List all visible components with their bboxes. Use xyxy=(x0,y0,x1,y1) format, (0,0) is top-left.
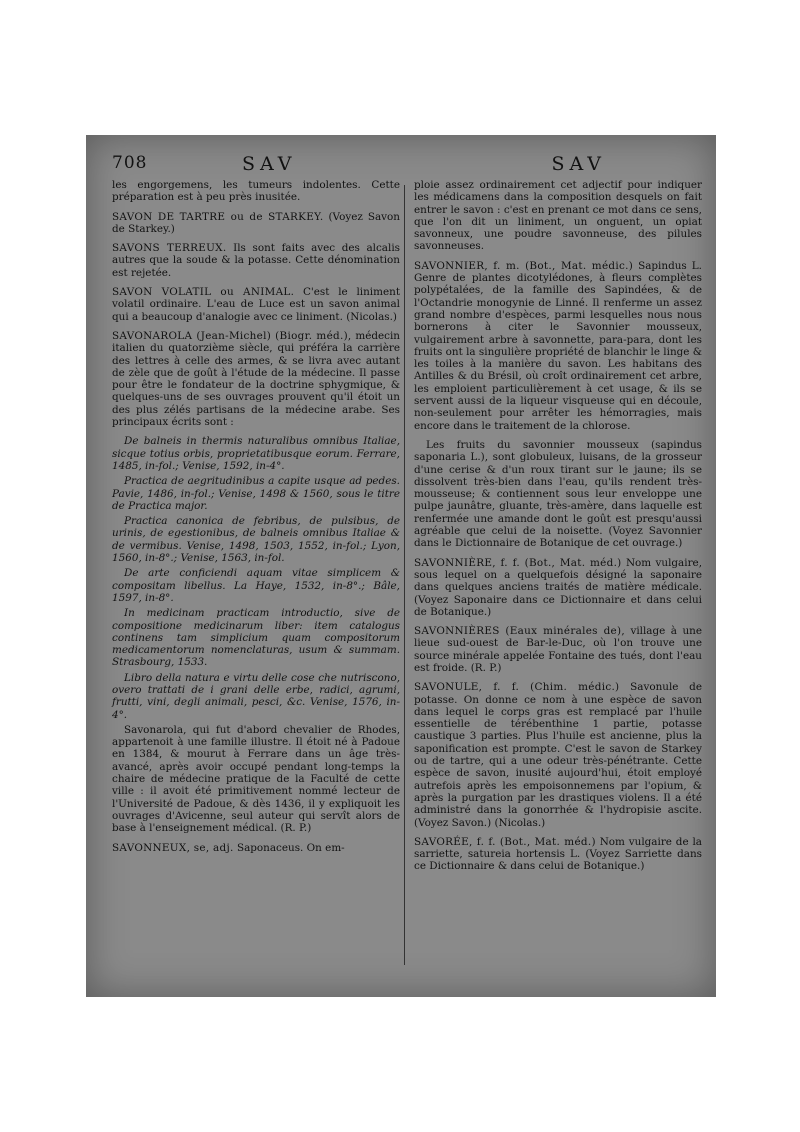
body-paragraph: Les fruits du savonnier mousseux (sapindus saponaria L.), sont globuleux, luisans, de la grosseur d'une cerise & d'un roux tirant sur le jaune; ils se dissolvent très-bien dans l'eau, qu'ils rendent très-mousseuse; & contiennent sous leur enveloppe une pulpe jaunâtre, gluante, très-amère, dans laquelle est renfermée une amande dont le goût est presqu'aussi agréable que celui de la noisette. (Voyez Savonnier dans le Dictionnaire de Botanique de cet ouvrage.) xyxy=(414,438,702,550)
dictionary-entry xyxy=(414,681,702,829)
entry-text: Nom vulgaire, sous lequel on a quelquefois désigné la saponaire dans quelques anciens traités de matière médicale. (Voyez Saponaire dans ce Dictionnaire et dans celui de Botanique.) xyxy=(414,556,702,618)
body-paragraph: les engorgemens, les tumeurs indolentes. Cette préparation est à peu près inusitée. xyxy=(112,179,400,204)
dictionary-entry xyxy=(112,242,400,279)
entry-text: C'est le liniment volatil ordinaire. L'eau de Luce est un savon animal qui a beaucoup d'analogie avec ce liniment. (Nicolas.) xyxy=(112,286,400,323)
bibliography-item: De arte conficiendi aquam vitae simplicem & compositam libellus. La Haye, 1532, in-8°.; Bâle, 1597, in-8°. xyxy=(112,567,400,604)
entry-headword: SAVONNIER, f. m. (Bot., Mat. médic.) xyxy=(414,259,634,272)
entry-text: Nom vulgaire de la sarriette, satureia hortensis L. (Voyez Sarriette dans ce Dictionnaire & dans celui de Botanique.) xyxy=(414,835,702,873)
bibliography-item: De balneis in thermis naturalibus omnibus Italiae, sicque totius orbis, proprietatibusque eorum. Ferrare, 1485, in-fol.; Venise, 1592, in-4°. xyxy=(112,435,400,472)
bibliography-item: Practica de aegritudinibus a capite usque ad pedes. Pavie, 1486, in-fol.; Venise, 1498 & 1560, sous le titre de Practica major. xyxy=(112,475,400,512)
entry-headword: SAVON DE TARTRE ou de STARKEY. xyxy=(112,210,324,223)
right-column xyxy=(414,179,702,880)
left-column xyxy=(112,179,400,861)
entry-headword: SAVONNEUX, se, adj. xyxy=(112,841,234,854)
entry-headword: SAVONULE, f. f. (Chim. médic.) xyxy=(414,681,620,694)
entry-text: Sapindus L. Genre de plantes dicotylédones, à fleurs complètes polypétalées, de la famille des Sapindées, & de l'Octandrie monogynie de Linné. Il renferme un assez grand nombre d'espèces, parmi lesquelles nous nous bornerons à citer le Savonnier mousseux, vulgairement arbre à savonnette, para-para, dont les fruits ont la singulière propriété de blanchir le linge & les toiles à la manière du savon. Les habitans des Antilles & du Brésil, où croît ordinairement cet arbre, les emploient particulièrement à cet usage, & ils se servent aussi de la liqueur visqueuse qui en découle, non-seulement pour arrêter les hémorragies, mais encore dans le traitement de la chlorose. xyxy=(414,259,702,432)
body-paragraph: Savonarola, qui fut d'abord chevalier de Rhodes, appartenoit à une famille illustre. Il étoit né à Padoue en 1384, & mourut à Ferrare dans un âge très-avancé, après avoir occupé pendant long-temps la chaire de médecine pratique de la Faculté de cette ville : il avoit été primitivement nommé lecteur de l'Université de Padoue, & dès 1436, il y expliquoit les ouvrages d'Avicenne, seul auteur qui servît alors de base à l'enseignement médical. (R. P.) xyxy=(112,723,400,835)
entry-text: médecin italien du quatorzième siècle, qui préféra la carrière des lettres à celle des armes, & se livra avec autant de zèle que de goût à l'étude de la médecine. Il passe pour être le fondateur de la doctrine sphygmique, & quelques-uns de ses ouvrages prouvent qu'il étoit un des plus zélés partisans de la médecine arabe. Ses principaux écrits sont : xyxy=(112,329,400,429)
dictionary-entry xyxy=(414,557,702,618)
bibliography-item: Practica canonica de febribus, de pulsibus, de urinis, de egestionibus, de balneis omnibus Italiae & de vermibus. Venise, 1498, 1503, 1552, in-fol.; Lyon, 1560, in-8°.; Venise, 1563, in-fol. xyxy=(112,515,400,565)
dictionary-entry xyxy=(414,260,702,432)
column-divider xyxy=(404,185,405,965)
entry-headword: SAVONNIÈRES (Eaux minérales de), xyxy=(414,625,625,638)
dictionary-entry xyxy=(112,842,400,854)
entry-text: Saponaceus. On em- xyxy=(236,841,345,854)
dictionary-entry xyxy=(414,625,702,674)
entry-headword: SAVON VOLATIL ou ANIMAL. xyxy=(112,286,295,299)
entry-text: Savonule de potasse. On donne ce nom à une espèce de savon dans lequel le corps gras est remplacé par l'huile essentielle de térébenthine 1 partie, potasse caustique 3 parties. Plus l'huile est ancienne, plus la saponification est prompte. C'est le savon de Starkey ou de tartre, qui a une odeur très-pénétrante. Cette espèce de savon, inusité aujourd'hui, étoit employé autrefois après les empoisonnemens par l'opium, & après la purgation par les drastiques violens. Il a été administré dans la gonorrhée & l'hydropisie ascite. (Voyez Savon.) (Nicolas.) xyxy=(414,681,702,829)
entry-headword: SAVONNIÈRE, f. f. (Bot., Mat. méd.) xyxy=(414,556,622,569)
dictionary-entry xyxy=(112,330,400,428)
bibliography-item: In medicinam practicam introductio, sive de compositione medicinarum liber: item catalogus continens tam simplicium quam compositorum medicamentorum nomenclaturas, usum & summam. Strasbourg, 1533. xyxy=(112,607,400,669)
page-number: 708 xyxy=(112,153,148,173)
entry-text: (Voyez Savon de Starkey.) xyxy=(112,210,400,235)
entry-headword: SAVORÉE, f. f. (Bot., Mat. méd.) xyxy=(414,835,596,848)
dictionary-entry xyxy=(112,211,400,236)
scanned-page xyxy=(86,135,716,997)
dictionary-entry xyxy=(414,836,702,873)
entry-text: Ils sont faits avec des alcalis autres que la soude & la potasse. Cette dénomination est rejetée. xyxy=(112,242,400,279)
running-head xyxy=(112,153,694,179)
left-running-title: SAV xyxy=(242,153,297,175)
entry-text: village à une lieue sud-ouest de Bar-le-Duc, où l'on trouve une source minérale appelée Fontaine des tués, dont l'eau est froide. (R. P.) xyxy=(414,625,702,674)
entry-headword: SAVONS TERREUX. xyxy=(112,242,227,255)
dictionary-entry xyxy=(112,286,400,323)
body-paragraph: ploie assez ordinairement cet adjectif pour indiquer les médicamens dans la composition desquels on fait entrer le savon : c'est en prenant ce mot dans ce sens, que l'on dit un liniment, un onguent, un opiat savonneux, une poudre savonneuse, des pilules savonneuses. xyxy=(414,179,702,253)
entry-headword: SAVONAROLA (Jean-Michel) (Biogr. méd.), xyxy=(112,329,352,342)
bibliography-item: Libro della natura e virtu delle cose che nutriscono, overo trattati de i grani delle erbe, radici, agrumi, frutti, vini, degli animali, pesci, &c. Venise, 1576, in-4°. xyxy=(112,671,400,721)
right-running-title: SAV xyxy=(551,153,606,175)
